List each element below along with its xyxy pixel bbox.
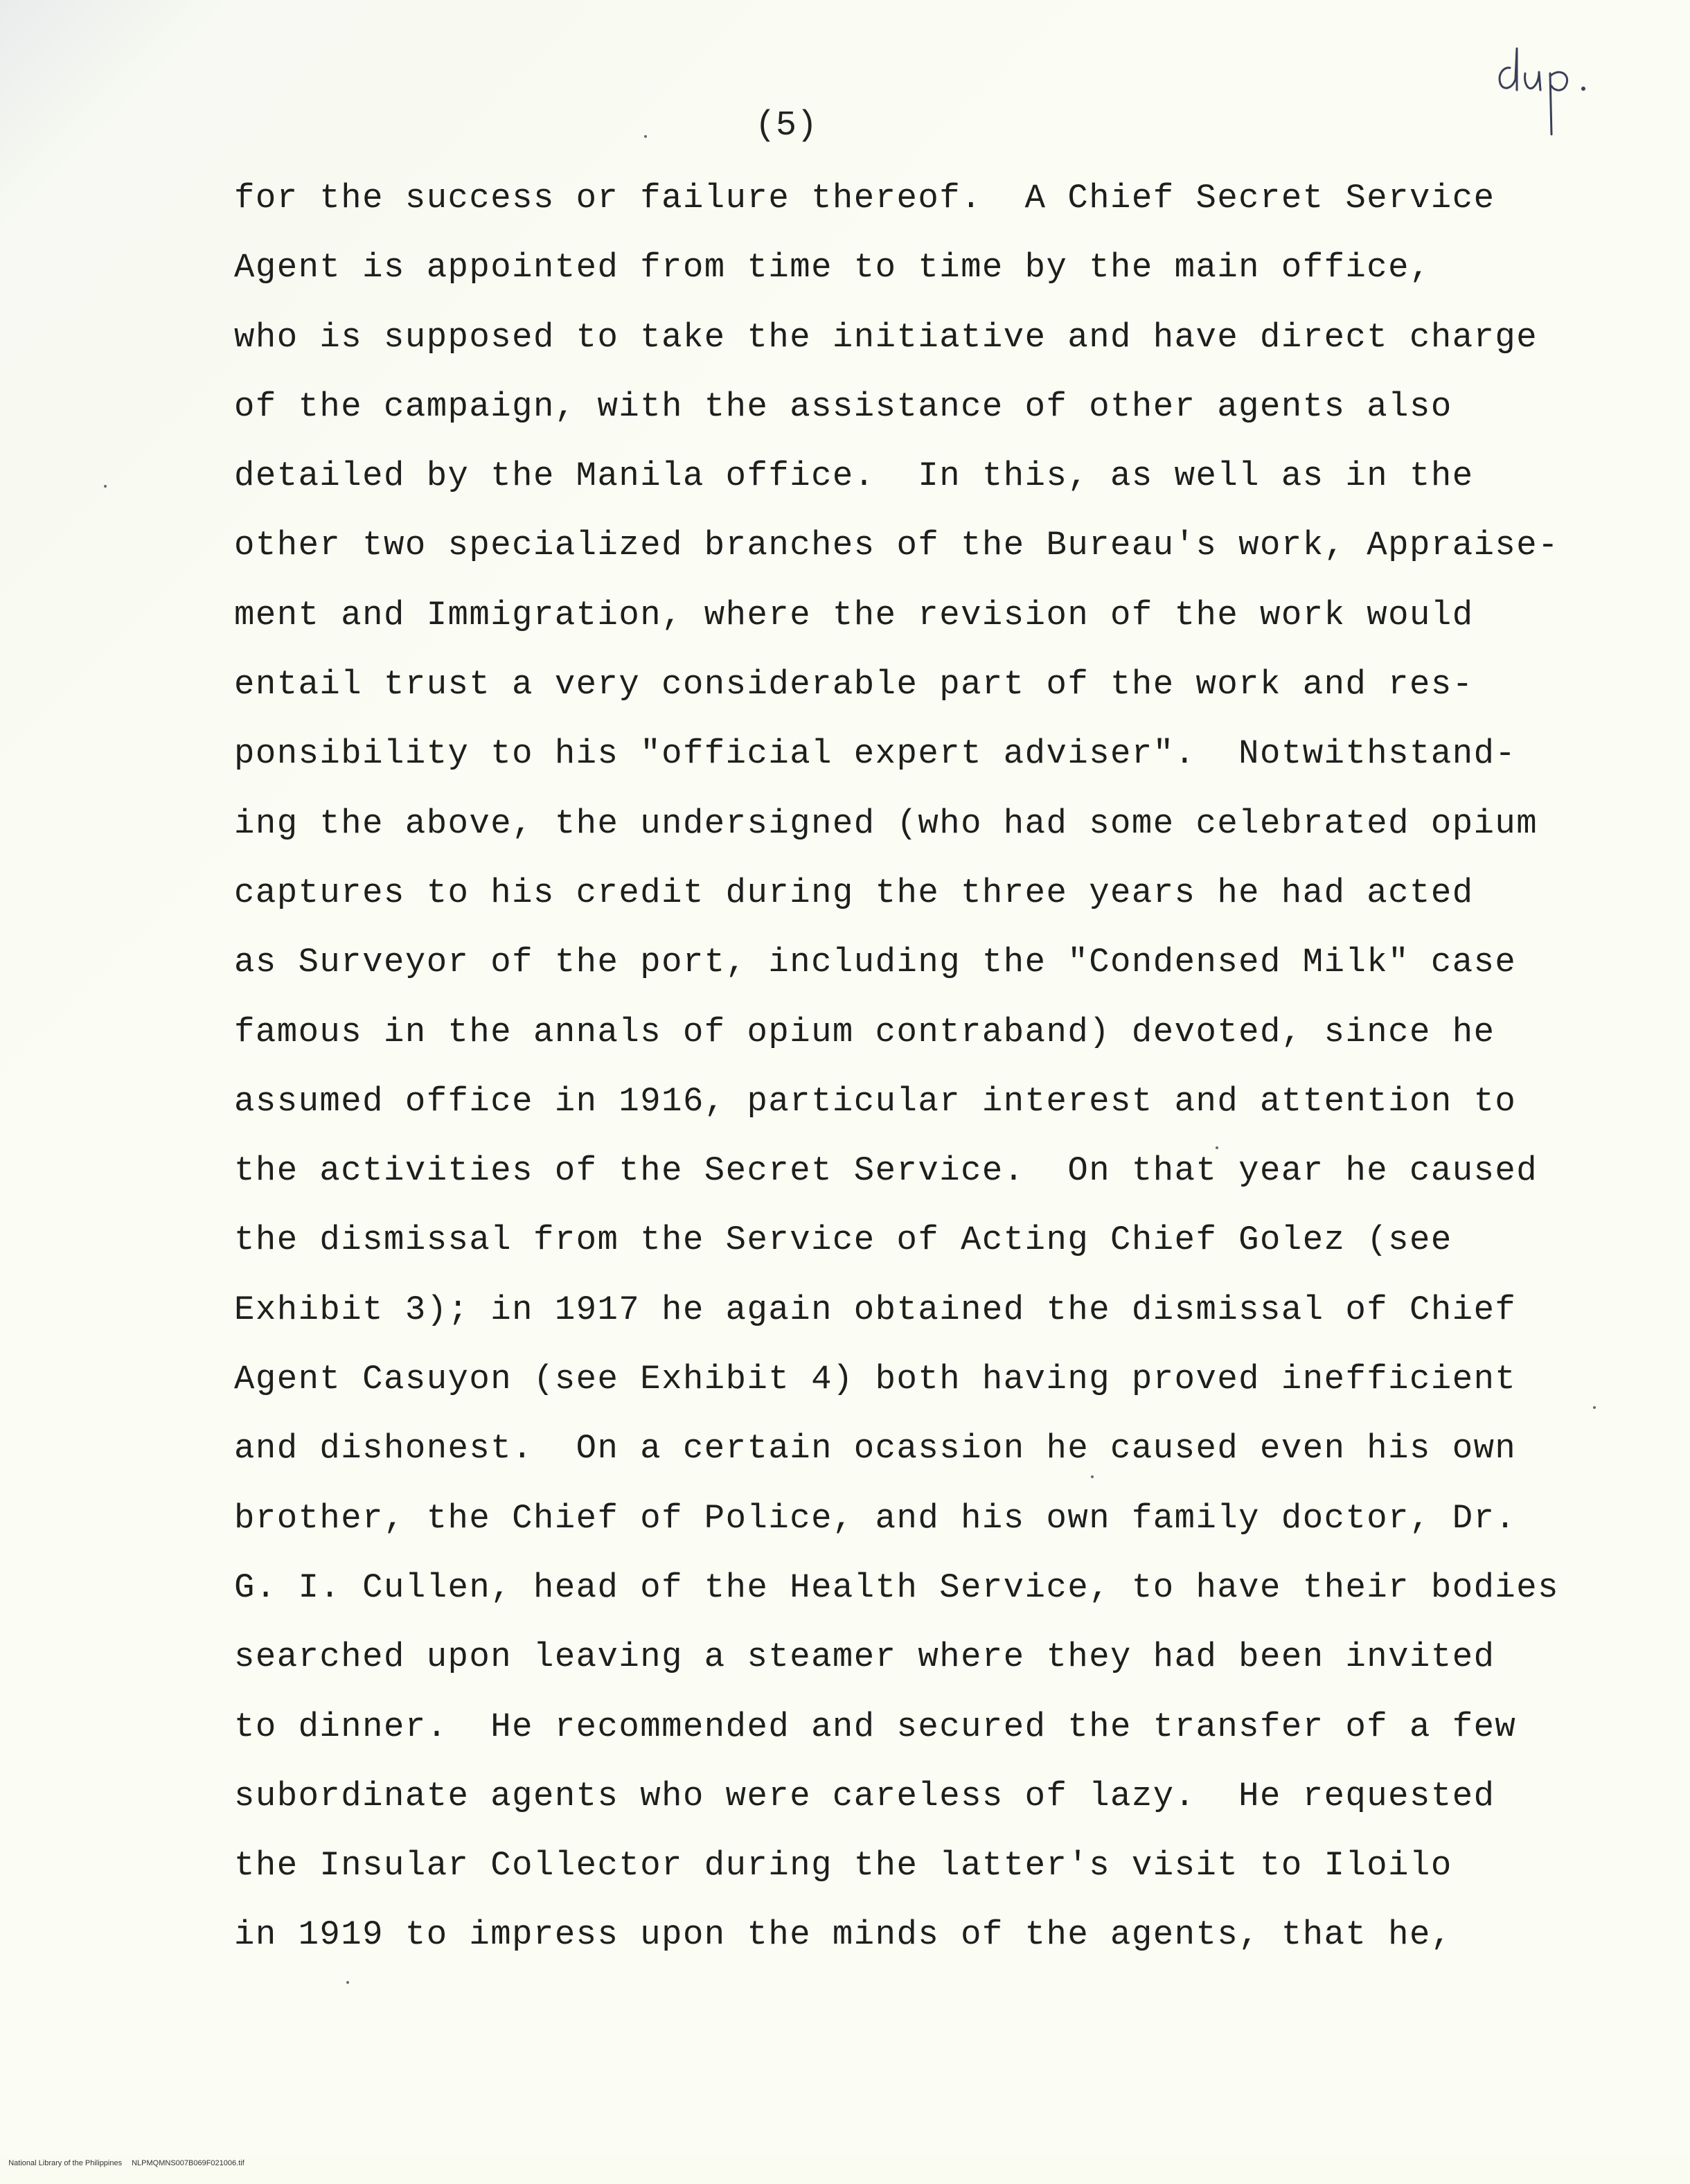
text-line: assumed office in 1916, particular interest and attention to [234, 1081, 1517, 1121]
text-line: brother, the Chief of Police, and his own family doctor, Dr. [234, 1498, 1517, 1538]
text-line: ing the above, the undersigned (who had some celebrated opium [234, 804, 1538, 843]
page-number: (5) [755, 106, 818, 145]
handwritten-note [1489, 33, 1600, 137]
text-line: Agent Casuyon (see Exhibit 4) both having proved inefficient [234, 1360, 1517, 1399]
text-line: ponsibility to his "official expert adviser". Notwithstand- [234, 734, 1517, 774]
text-line: other two specialized branches of the Bureau's work, Appraise- [234, 526, 1559, 565]
text-line: G. I. Cullen, head of the Health Service, to have their bodies [234, 1568, 1559, 1607]
text-line: entail trust a very considerable part of the work and res- [234, 665, 1474, 704]
text-line: the dismissal from the Service of Acting Chief Golez (see [234, 1220, 1452, 1260]
text-line: famous in the annals of opium contraband) devoted, since he [234, 1012, 1495, 1051]
text-line: of the campaign, with the assistance of other agents also [234, 387, 1452, 426]
text-line: Exhibit 3); in 1917 he again obtained the dismissal of Chief [234, 1290, 1517, 1329]
scan-footer [0, 2142, 254, 2167]
dust-speck [1216, 1146, 1218, 1149]
text-line: as Surveyor of the port, including the "Condensed Milk" case [234, 943, 1517, 982]
text-line: to dinner. He recommended and secured the transfer of a few [234, 1707, 1517, 1746]
text-line: Agent is appointed from time to time by the main office, [234, 248, 1431, 287]
dust-speck [346, 1981, 349, 1984]
text-line: in 1919 to impress upon the minds of the agents, that he, [234, 1915, 1452, 1955]
text-line: the activities of the Secret Service. On that year he caused [234, 1151, 1538, 1191]
dust-speck [1091, 1475, 1094, 1478]
text-line: searched upon leaving a steamer where they had been invited [234, 1637, 1495, 1677]
text-line: for the success or failure thereof. A Chief Secret Service [234, 179, 1495, 217]
text-line: and dishonest. On a certain ocassion he caused even his own [234, 1429, 1517, 1468]
text-line: detailed by the Manila office. In this, as well as in the [234, 456, 1474, 496]
footer-file-id: NLPMQMNS007B069F021006.tif [132, 2159, 244, 2167]
text-line: captures to his credit during the three years he had acted [234, 873, 1474, 912]
text-line: the Insular Collector during the latter's visit to Iloilo [234, 1846, 1452, 1885]
dust-speck [1593, 1406, 1596, 1409]
body-text [234, 177, 1619, 1984]
footer-institution: National Library of the Philippines [8, 2159, 123, 2167]
text-line: ment and Immigration, where the revision of the work would [234, 595, 1474, 634]
text-line: subordinate agents who were careless of lazy. He requested [234, 1776, 1495, 1815]
dust-speck [644, 135, 647, 138]
text-line: who is supposed to take the initiative and have direct charge [234, 317, 1538, 357]
dust-speck [104, 485, 107, 488]
